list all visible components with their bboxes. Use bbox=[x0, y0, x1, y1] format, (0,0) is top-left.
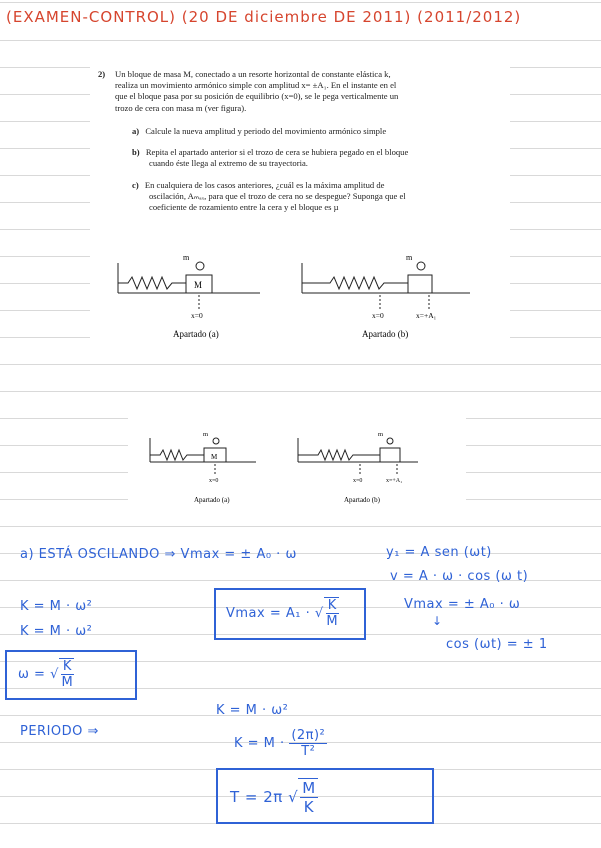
note-k1: K = M · ω² bbox=[20, 599, 93, 614]
omega-lhs: ω = bbox=[18, 667, 46, 682]
caption-b: Apartado (b) bbox=[344, 496, 380, 504]
note-k2: K = M · ω² bbox=[20, 624, 93, 639]
note-v: v = A · ω · cos (ω t) bbox=[390, 569, 529, 584]
part-text: Repita el apartado anterior si el trozo de cera se hubiera pegado en el bloque bbox=[145, 147, 409, 157]
frac-num: M bbox=[302, 779, 316, 797]
statement-line: Un bloque de masa M, conectado a un resorte horizontal de constante elástica k, bbox=[115, 69, 391, 79]
mass-label-small: m bbox=[378, 431, 384, 438]
frac-den: T² bbox=[301, 744, 316, 759]
statement-line: que el bloque pasa por su posición de equilibrio (x=0), se le pega verticalmente un bbox=[115, 91, 399, 102]
sqrt-body bbox=[59, 658, 74, 690]
figure-b bbox=[302, 253, 470, 339]
problem-statement bbox=[115, 69, 505, 114]
figure-a-copy bbox=[150, 431, 256, 504]
part-c bbox=[132, 180, 384, 191]
spring-mass-figure-copy bbox=[128, 418, 466, 512]
page-title: (EXAMEN-CONTROL) (20 DE diciembre DE 2011) (2011/2012) bbox=[6, 8, 522, 26]
part-a bbox=[132, 126, 386, 137]
part-label: b) bbox=[132, 147, 140, 157]
mass-label-big: M bbox=[194, 280, 203, 290]
wax-piece bbox=[213, 438, 219, 444]
wax-piece bbox=[196, 262, 204, 270]
caption-b: Apartado (b) bbox=[362, 329, 409, 339]
T-lhs: T = 2π bbox=[230, 788, 283, 806]
mass-label-big: M bbox=[211, 453, 218, 461]
sqrt-sign: √ bbox=[314, 606, 324, 621]
caption-a: Apartado (a) bbox=[173, 329, 219, 339]
fraction bbox=[61, 659, 74, 690]
part-label: a) bbox=[132, 126, 140, 136]
problem-number: 2) bbox=[98, 69, 106, 79]
part-text: Calcule la nueva amplitud y periodo del movimiento armónico simple bbox=[145, 126, 387, 136]
mass-label-small: m bbox=[203, 431, 209, 438]
sqrt-sign: √ bbox=[288, 788, 299, 806]
note-vmax-formula bbox=[226, 597, 339, 629]
note-y1: y₁ = A sen (ωt) bbox=[386, 545, 492, 560]
figure-a bbox=[118, 253, 260, 339]
note-part-a: a) ESTÁ OSCILANDO ⇒ Vmax = ± A₀ · ω bbox=[20, 547, 297, 562]
caption-a: Apartado (a) bbox=[194, 496, 230, 504]
problem-paper bbox=[90, 55, 510, 350]
k4-lhs: K = M · bbox=[234, 736, 285, 751]
frac-den: M bbox=[326, 614, 339, 629]
xA-label: x=+A₁ bbox=[416, 311, 437, 320]
wax-piece bbox=[417, 262, 425, 270]
note-k3: K = M · ω² bbox=[216, 703, 289, 718]
note-cos: cos (ωt) = ± 1 bbox=[446, 637, 548, 652]
figure-b-copy bbox=[298, 431, 418, 504]
frac-num: (2π)² bbox=[291, 728, 326, 743]
part-text: En cualquiera de los casos anteriores, ¿cuál es la máxima amplitud de bbox=[144, 180, 385, 190]
sqrt-body bbox=[324, 597, 339, 629]
sqrt-sign: √ bbox=[50, 667, 59, 682]
part-label: c) bbox=[132, 180, 139, 190]
fraction bbox=[326, 598, 339, 629]
part-c-cont: oscilación, Aₘₐₓ, para que el trozo de cera no se despegue? Suponga que el bbox=[149, 191, 406, 201]
mass-label-small: m bbox=[406, 253, 413, 262]
note-k4 bbox=[234, 728, 327, 759]
part-b bbox=[132, 147, 408, 158]
frac-den: K bbox=[303, 798, 315, 816]
mass-label-small: m bbox=[183, 253, 190, 262]
frac-num: K bbox=[62, 659, 72, 674]
wax-piece bbox=[387, 438, 393, 444]
spring-mass-figure bbox=[90, 233, 510, 353]
statement-line: trozo de cera con masa m (ver figura). bbox=[115, 102, 247, 113]
figure-copy-paper bbox=[128, 418, 466, 512]
note-vmax2: Vmax = ± A₀ · ω bbox=[404, 597, 521, 612]
x0-label: x=0 bbox=[191, 311, 203, 320]
note-arrow: ↓ bbox=[432, 614, 443, 628]
statement-line: realiza un movimiento armónico simple con amplitud x= ±A₁. En el instante en el bbox=[115, 80, 397, 91]
x0-label: x=0 bbox=[353, 478, 363, 484]
sqrt-body bbox=[298, 778, 317, 816]
fraction bbox=[289, 728, 327, 759]
frac-den: M bbox=[61, 675, 74, 690]
xA-label: x=+A₁ bbox=[386, 478, 403, 484]
frac-num: K bbox=[327, 598, 337, 613]
vmax-lhs: Vmax = A₁ · bbox=[226, 606, 311, 621]
x0-label: x=0 bbox=[209, 478, 219, 484]
note-omega bbox=[18, 658, 74, 690]
note-period-formula bbox=[230, 778, 318, 816]
part-c-cont: coeficiente de rozamiento entre la cera y el bloque es µ bbox=[149, 202, 339, 212]
fraction bbox=[300, 779, 317, 816]
note-periodo: PERIODO ⇒ bbox=[20, 724, 99, 739]
part-b-cont: cuando éste llega al extremo de su trayectoria. bbox=[149, 158, 308, 168]
x0-label: x=0 bbox=[372, 311, 384, 320]
